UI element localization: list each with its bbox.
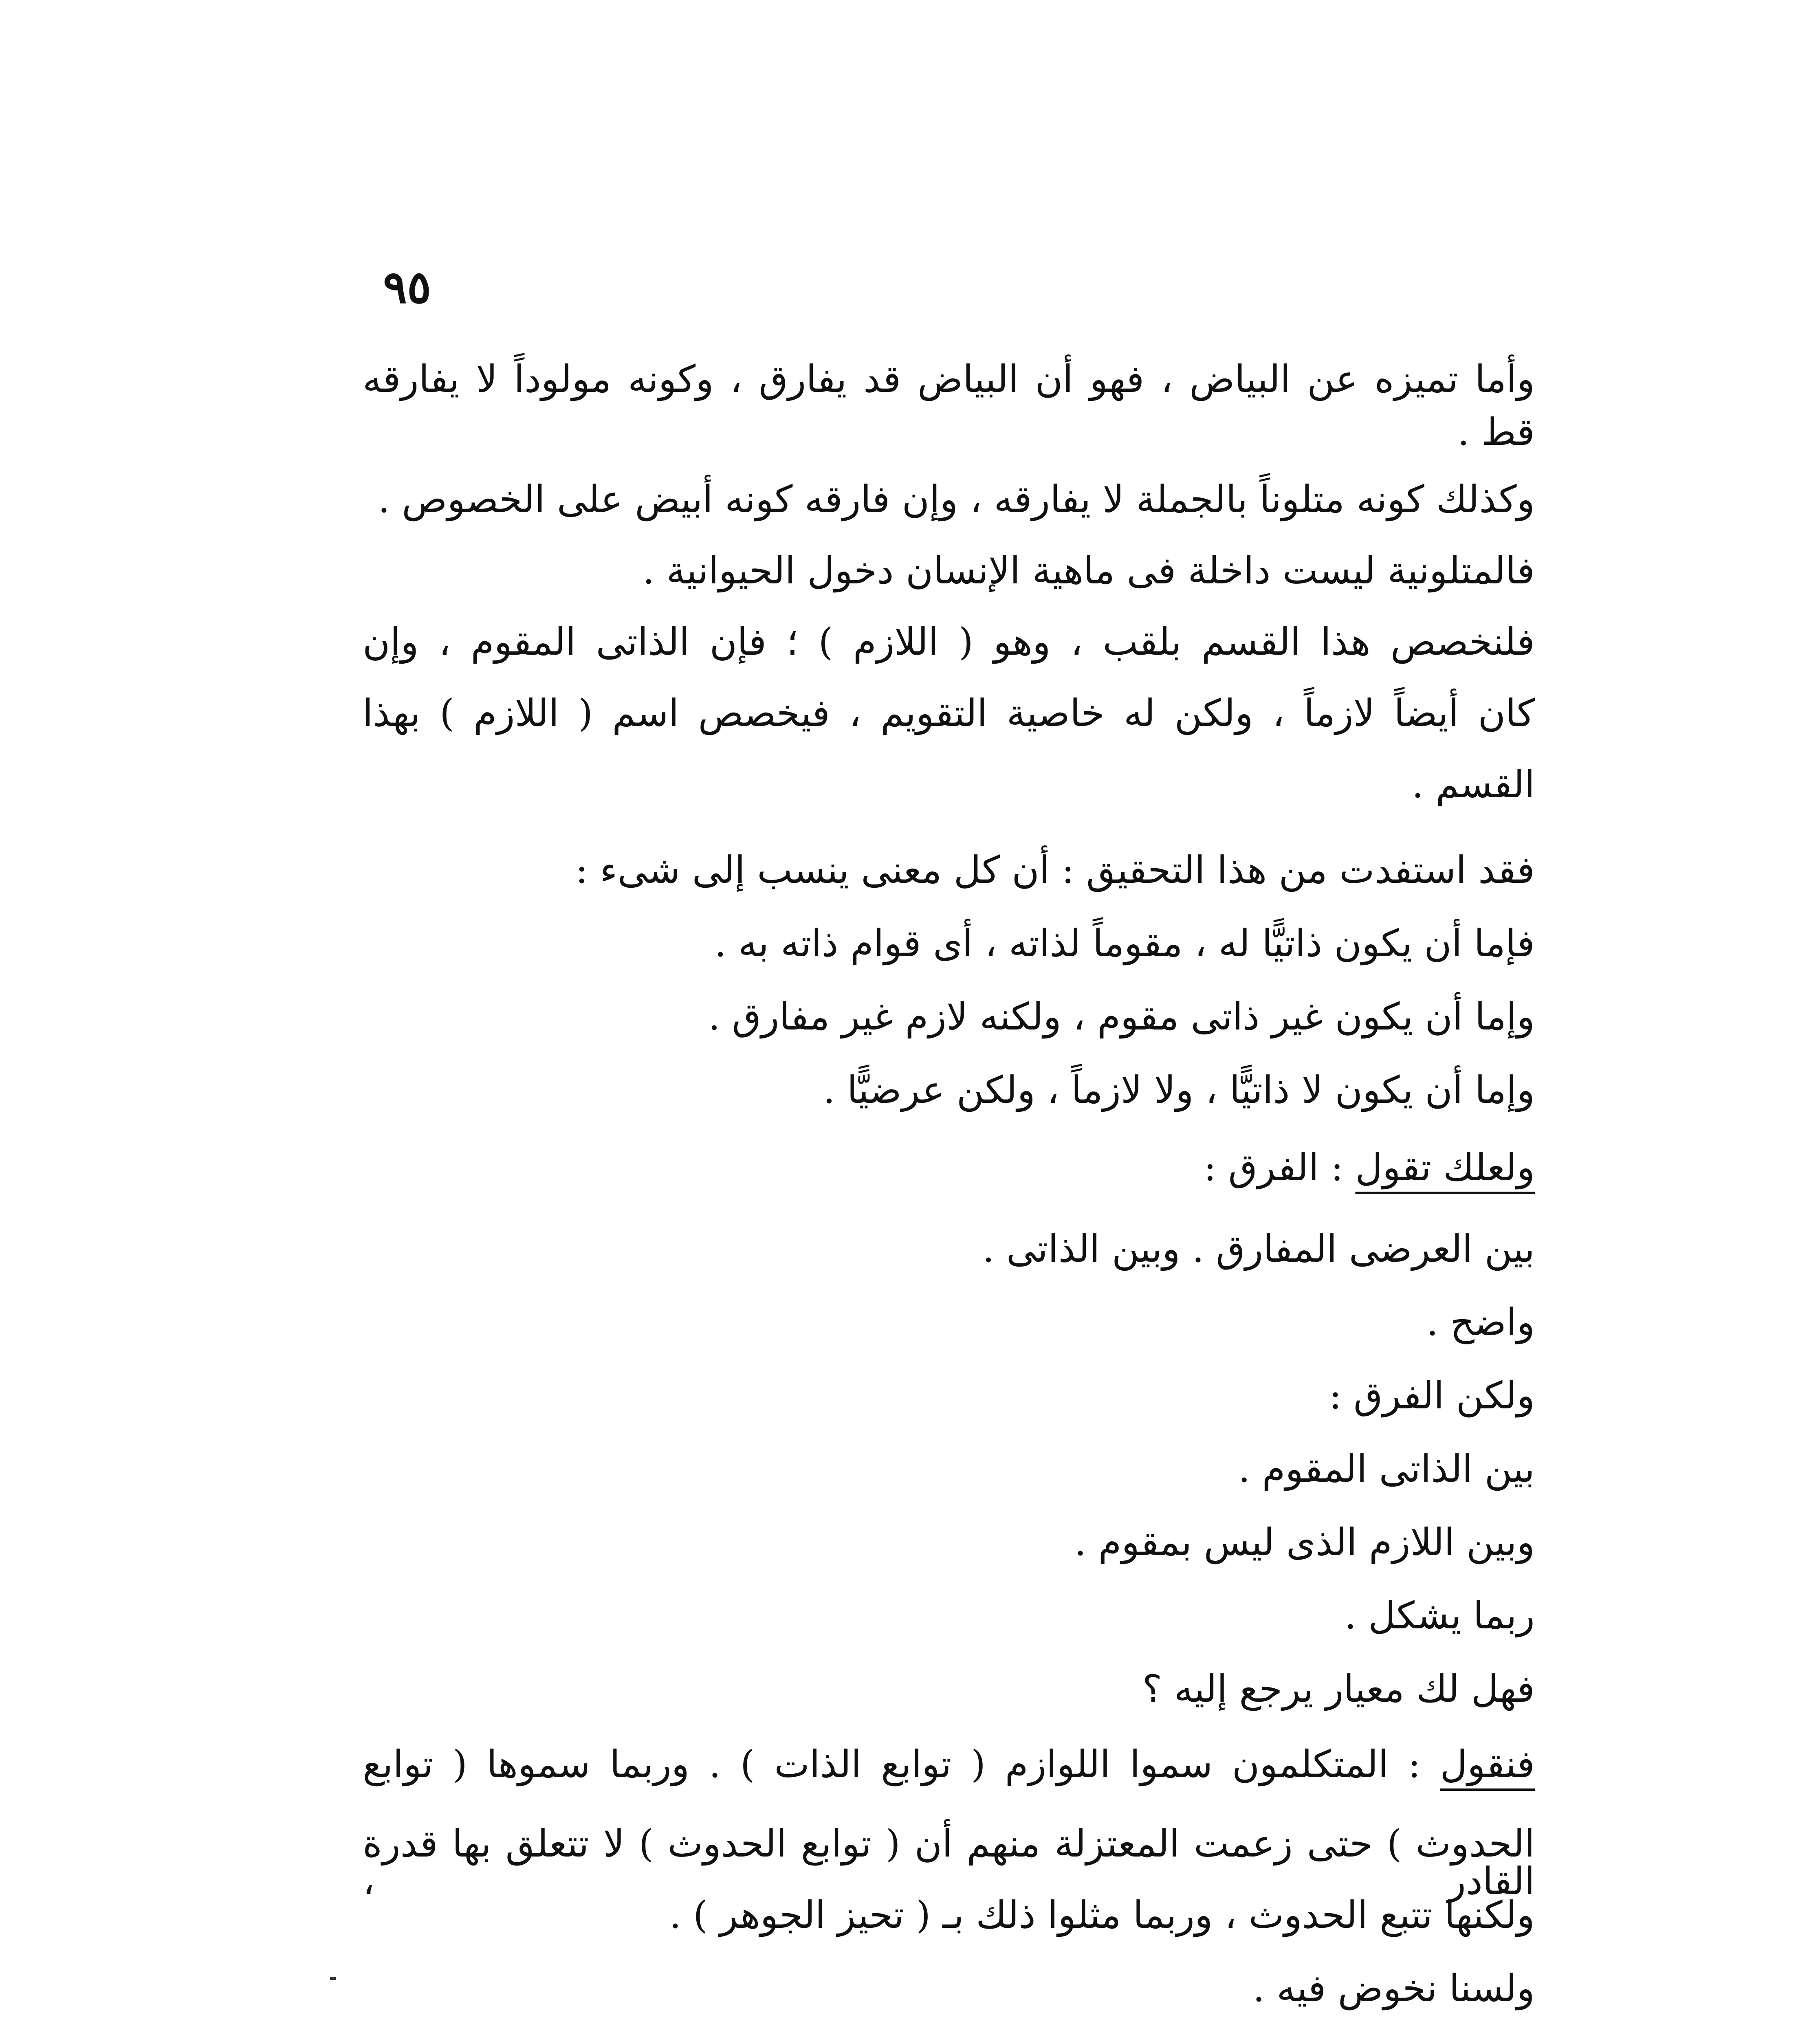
page-number: ٩٥ [383,261,431,313]
scan-speck [330,1977,336,1980]
underlined-word: فنقول [1440,1742,1535,1786]
text-line: قط . [1457,410,1535,454]
text-line: وكذلك كونه متلوناً بالجملة لا يفارقه ، وإن فارقه كونه أبيض على الخصوص . [378,477,1535,521]
text-line: القسم . [1412,763,1535,806]
text-line: كان أيضاً لازماً ، ولكن له خاصية التقويم ، فيخصص اسم ( اللازم ) بهذا [363,691,1535,735]
text-line [363,1742,1535,1786]
text-line: ولسنا نخوض فيه . [1252,1967,1535,2010]
text-line: ربما يشكل . [1344,1594,1535,1637]
text-line: وأما تميزه عن البياض ، فهو أن البياض قد يفارق ، وكونه مولوداً لا يفارقه [363,357,1535,401]
underlined-word: ولعلك تقول [1355,1146,1535,1189]
text-line: ولكن الفرق : [1329,1374,1535,1417]
text-line [1204,1146,1535,1189]
text-line: فإما أن يكون ذاتيًّا له ، مقوماً لذاته ، أى قوام ذاته به . [714,922,1535,965]
text-line: وإما أن يكون لا ذاتيًّا ، ولا لازماً ، ولكن عرضيًّا . [823,1068,1535,1112]
text-line: فالمتلونية ليست داخلة فى ماهية الإنسان دخول الحيوانية . [643,549,1535,592]
text-line: الحدوث ) حتى زعمت المعتزلة منهم أن ( توابع الحدوث ) لا تتعلق بها قدرة القادر ، [363,1822,1535,1903]
text-line: بين الذاتى المقوم . [1238,1447,1535,1491]
text-line: فهل لك معيار يرجع إليه ؟ [1142,1667,1535,1711]
text-line: فقد استفدت من هذا التحقيق : أن كل معنى ينسب إلى شىء : [575,848,1535,892]
text-line: وبين اللازم الذى ليس بمقوم . [1074,1520,1535,1564]
text-line: فلنخصص هذا القسم بلقب ، وهو ( اللازم ) ؛ فإن الذاتى المقوم ، وإن [363,620,1535,664]
text-fragment: : المتكلمون سموا اللوازم ( توابع الذات ) . وربما سموها ( توابع [363,1742,1440,1786]
text-line: بين العرضى المفارق . وبين الذاتى . [982,1227,1535,1271]
text-fragment: : الفرق : [1204,1146,1356,1189]
text-line: وإما أن يكون غير ذاتى مقوم ، ولكنه لازم غير مفارق . [708,995,1535,1038]
text-line: واضح . [1426,1300,1535,1344]
text-line: ولكنها تتبع الحدوث ، وربما مثلوا ذلك بـ ( تحيز الجوهر ) . [669,1893,1535,1937]
